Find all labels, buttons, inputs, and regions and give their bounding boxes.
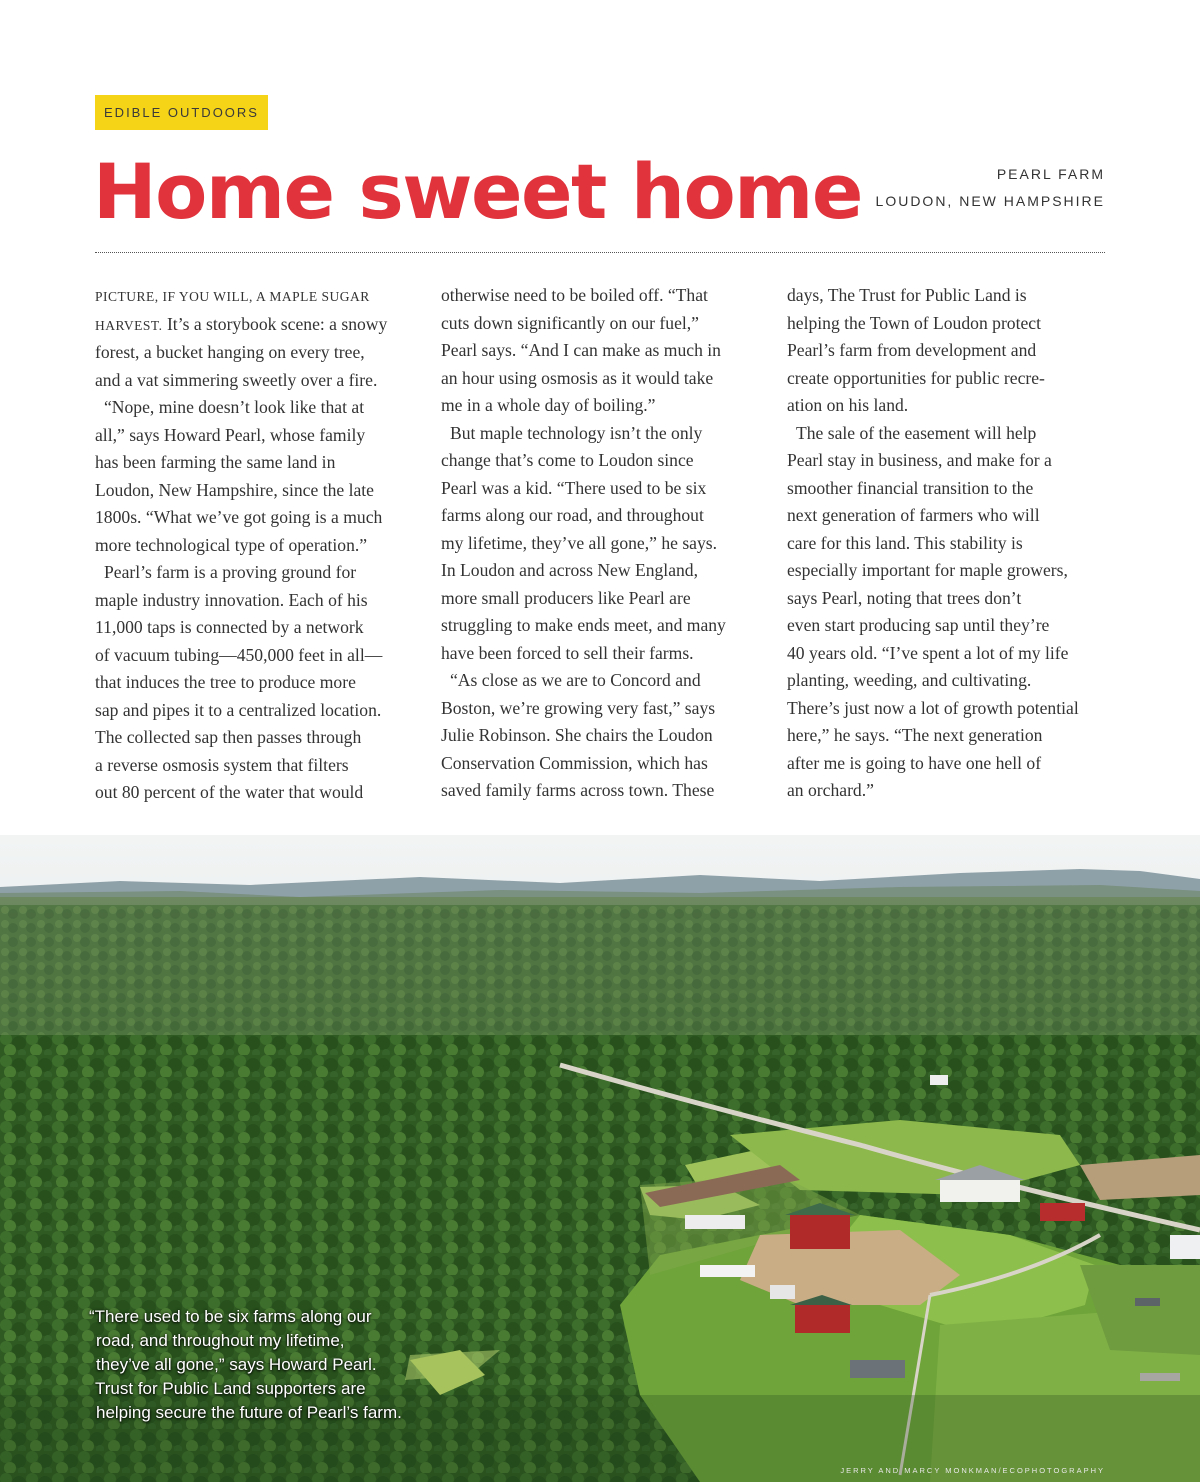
body-line: smoother financial transition to the bbox=[787, 477, 1034, 498]
caption-line: they’ve all gone,” says Howard Pearl. bbox=[96, 1355, 377, 1374]
body-line: farms along our road, and throughout bbox=[441, 505, 704, 525]
body-text: It’s a storybook scene: a snowy bbox=[162, 313, 388, 334]
section-label: EDIBLE OUTDOORS bbox=[95, 95, 268, 130]
article-column-2 bbox=[441, 282, 766, 805]
body-line: next generation of farmers who will bbox=[787, 505, 1040, 525]
photo-caption bbox=[89, 1305, 469, 1425]
caption-line: helping secure the future of Pearl’s farm. bbox=[96, 1403, 402, 1422]
paragraph bbox=[441, 420, 766, 668]
caption-line: road, and throughout my lifetime, bbox=[96, 1331, 345, 1350]
body-line: that induces the tree to produce more bbox=[95, 672, 356, 692]
body-line: my lifetime, they’ve all gone,” he says. bbox=[441, 532, 718, 553]
body-line: a reverse osmosis system that filters bbox=[95, 754, 349, 775]
body-line: helping the Town of Loudon protect bbox=[787, 312, 1041, 333]
body-line: In Loudon and across New England, bbox=[441, 560, 698, 580]
body-line bbox=[95, 282, 420, 311]
paragraph bbox=[787, 420, 1117, 805]
aerial-farm-photo bbox=[0, 835, 1200, 1482]
body-line: Boston, we’re growing very fast,” says bbox=[441, 697, 716, 718]
body-line: otherwise need to be boiled off. “That bbox=[441, 285, 708, 305]
body-line: especially important for maple growers, bbox=[787, 560, 1068, 580]
body-line: days, The Trust for Public Land is bbox=[787, 285, 1027, 305]
body-line: “As close as we are to Concord and bbox=[450, 670, 701, 690]
body-line: Pearl says. “And I can make as much in bbox=[441, 340, 721, 360]
body-line: me in a whole day of boiling.” bbox=[441, 395, 656, 415]
paragraph bbox=[95, 559, 420, 807]
article-column-3 bbox=[787, 282, 1117, 805]
body-line: even start producing sap until they’re bbox=[787, 615, 1050, 635]
farm-name: PEARL FARM bbox=[996, 166, 1105, 182]
photo-credit: JERRY AND MARCY MONKMAN/ECOPHOTOGRAPHY bbox=[840, 1466, 1105, 1475]
body-line: out 80 percent of the water that would bbox=[95, 782, 364, 802]
body-line: has been farming the same land in bbox=[95, 452, 336, 472]
body-line: more small producers like Pearl are bbox=[441, 587, 691, 608]
body-line: says Pearl, noting that trees don’t bbox=[787, 587, 1022, 608]
lead-in: HARVEST. bbox=[95, 317, 163, 333]
body-line: struggling to make ends meet, and many bbox=[441, 615, 726, 635]
body-line: change that’s come to Loudon since bbox=[441, 450, 694, 470]
body-line: Pearl stay in business, and make for a bbox=[787, 450, 1052, 470]
body-line: here,” he says. “The next generation bbox=[787, 725, 1043, 745]
location-block bbox=[876, 161, 1105, 215]
paragraph bbox=[95, 282, 420, 394]
body-line: The collected sap then passes through bbox=[95, 727, 362, 747]
body-line: all,” says Howard Pearl, whose family bbox=[95, 424, 366, 445]
caption-line: Trust for Public Land supporters are bbox=[95, 1379, 366, 1398]
dotted-divider bbox=[95, 252, 1105, 253]
body-line: an hour using osmosis as it would take bbox=[441, 367, 714, 388]
body-line: Pearl’s farm is a proving ground for bbox=[104, 562, 357, 582]
body-line: ation on his land. bbox=[787, 395, 909, 415]
body-line: cuts down significantly on our fuel,” bbox=[441, 312, 699, 333]
caption-line: “There used to be six farms along our bbox=[89, 1307, 372, 1326]
paragraph bbox=[95, 394, 420, 559]
body-line: The sale of the easement will help bbox=[796, 422, 1037, 443]
body-line: 11,000 taps is connected by a network bbox=[95, 617, 364, 637]
body-line: maple industry innovation. Each of his bbox=[95, 589, 368, 610]
body-line: forest, a bucket hanging on every tree, bbox=[95, 342, 365, 362]
body-line: more technological type of operation.” bbox=[95, 534, 368, 555]
body-line: But maple technology isn’t the only bbox=[450, 422, 703, 443]
body-line: Conservation Commission, which has bbox=[441, 752, 708, 773]
body-line: create opportunities for public recre- bbox=[787, 367, 1045, 388]
body-line: of vacuum tubing—450,000 feet in all— bbox=[95, 644, 383, 665]
body-line: planting, weeding, and cultivating. bbox=[787, 670, 1032, 690]
lead-in: PICTURE, IF YOU WILL, A MAPLE SUGAR bbox=[95, 289, 370, 304]
body-line bbox=[95, 311, 420, 340]
headline: Home sweet home bbox=[93, 147, 862, 236]
farm-town: LOUDON, NEW HAMPSHIRE bbox=[875, 193, 1105, 209]
body-line: sap and pipes it to a centralized location. bbox=[95, 699, 382, 720]
body-line: and a vat simmering sweetly over a fire. bbox=[95, 369, 378, 390]
body-line: after me is going to have one hell of bbox=[787, 752, 1042, 773]
body-line: saved family farms across town. These bbox=[441, 780, 715, 800]
body-line: “Nope, mine doesn’t look like that at bbox=[104, 397, 365, 417]
body-line: Loudon, New Hampshire, since the late bbox=[95, 479, 374, 500]
paragraph bbox=[787, 282, 1117, 420]
body-line: 1800s. “What we’ve got going is a much bbox=[95, 507, 383, 527]
paragraph bbox=[441, 282, 766, 420]
body-line: care for this land. This stability is bbox=[787, 532, 1023, 553]
paragraph bbox=[441, 667, 766, 805]
body-line: 40 years old. “I’ve spent a lot of my life bbox=[787, 642, 1069, 663]
article-column-1 bbox=[95, 282, 420, 807]
body-line: Pearl’s farm from development and bbox=[787, 340, 1037, 360]
body-line: have been forced to sell their farms. bbox=[441, 642, 694, 663]
body-line: an orchard.” bbox=[787, 780, 874, 800]
body-line: Julie Robinson. She chairs the Loudon bbox=[441, 725, 713, 745]
body-line: There’s just now a lot of growth potential bbox=[787, 697, 1079, 718]
body-line: Pearl was a kid. “There used to be six bbox=[441, 477, 707, 498]
